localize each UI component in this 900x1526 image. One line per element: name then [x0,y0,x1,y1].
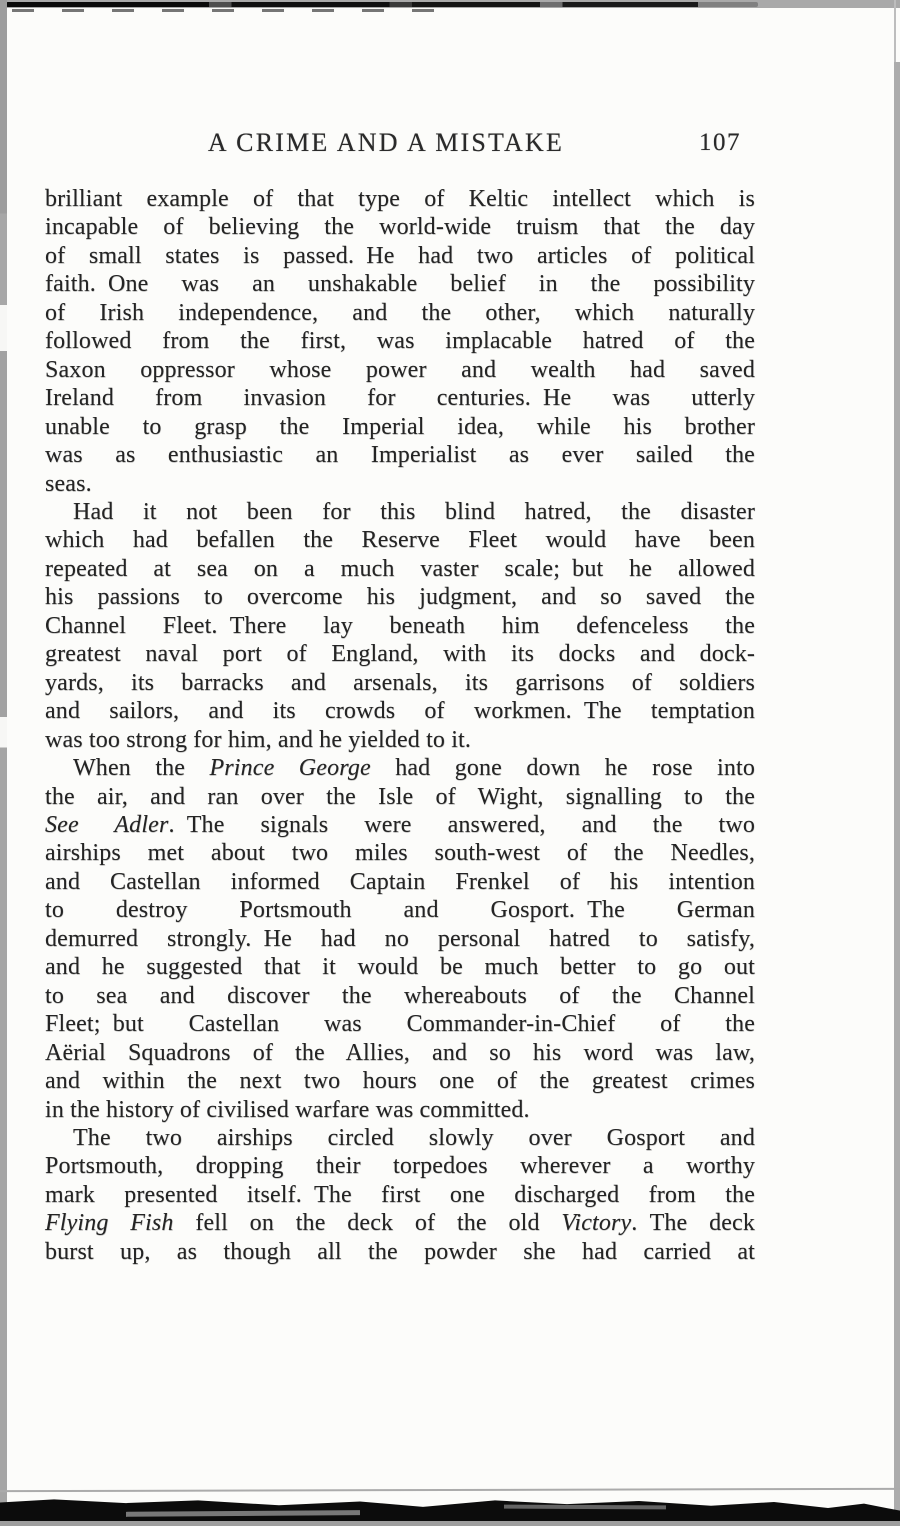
text-line: The two airships circled slowly over Gosport and [73,1124,755,1151]
text-line: and sailors, and its crowds of workmen. The temptation [45,698,755,725]
scan-shadow-band [0,1495,900,1522]
scan-edge-right [894,62,900,1526]
paragraph [45,754,755,1124]
scan-page-edge-line [0,1488,900,1492]
text-line: greatest naval port of England, with its docks and dock- [45,641,755,668]
text-line: When the Prince George had gone down he rose into [73,755,755,782]
text-line: and Castellan informed Captain Frenkel of his intention [45,868,755,895]
text-line: Had it not been for this blind hatred, the disaster [73,498,755,525]
scan-edge-right-line [894,0,896,62]
text-line: yards, its barracks and arsenals, its garrisons of soldiers [45,669,755,696]
text-line: to sea and discover the whereabouts of the Channel [45,982,755,1009]
text-line: of Irish independence, and the other, which naturally [45,299,755,326]
scan-shadow-streak [126,1510,360,1517]
text-line: Ireland from invasion for centuries. He was utterly [45,385,755,412]
text-line: was as enthusiastic an Imperialist as ever sailed the [45,442,755,469]
text-line: faith. One was an unshakable belief in the possibility [45,271,755,298]
text-line: of small states is passed. He had two articles of political [45,242,755,269]
running-head-title: A CRIME AND A MISTAKE [207,128,565,157]
text-line: was too strong for him, and he yielded to it. [45,726,472,753]
paragraph [45,1124,755,1266]
text-line: Aërial Squadrons of the Allies, and so his word was law, [45,1039,755,1066]
text-line: followed from the first, was implacable hatred of the [45,328,755,355]
text-line: and he suggested that it would be much better to go out [45,954,755,981]
text-line: which had befallen the Reserve Fleet would have been [45,527,755,554]
text-line: his passions to overcome his judgment, and so saved the [45,584,755,611]
text-line: repeated at sea on a much vaster scale; but he allowed [45,555,755,582]
text-line: airships met about two miles south-west of the Needles, [45,840,755,867]
text-line: seas. [45,470,92,497]
paragraph [45,498,755,754]
text-line: See Adler. The signals were answered, and the two [45,811,755,838]
scan-artifact-top-dashes [12,9,452,12]
text-line: incapable of believing the world-wide truism that the day [45,214,755,241]
page-header [45,126,755,162]
scan-shadow-streak [504,1505,666,1510]
scan-edge-bottom [0,1521,900,1526]
text-line: Portsmouth, dropping their torpedoes wherever a worthy [45,1153,755,1180]
text-line: to destroy Portsmouth and Gosport. The German [45,897,755,924]
text-line: the air, and ran over the Isle of Wight, signalling to the [45,783,755,810]
text-line: brilliant example of that type of Keltic intellect which is [45,186,755,212]
page-number: 107 [699,129,741,156]
scan-artifact-top-streak [6,2,758,7]
text-line: Channel Fleet. There lay beneath him defenceless the [45,612,755,639]
text-line: demurred strongly. He had no personal hatred to satisfy, [45,925,755,952]
text-line: burst up, as though all the powder she had carried at [45,1238,755,1265]
text-line: mark presented itself. The first one discharged from the [45,1181,755,1208]
body-text [45,185,755,1266]
text-line: Flying Fish fell on the deck of the old Victory. The deck [45,1210,756,1237]
paragraph [45,185,755,498]
text-line: and within the next two hours one of the greatest crimes [45,1068,755,1095]
text-line: in the history of civilised warfare was committed. [45,1096,530,1123]
text-line: unable to grasp the Imperial idea, while his brother [45,413,755,440]
text-line: Fleet; but Castellan was Commander-in-Chief of the [45,1011,755,1038]
text-line: Saxon oppressor whose power and wealth had saved [45,356,755,383]
scan-edge-left [0,0,7,1526]
